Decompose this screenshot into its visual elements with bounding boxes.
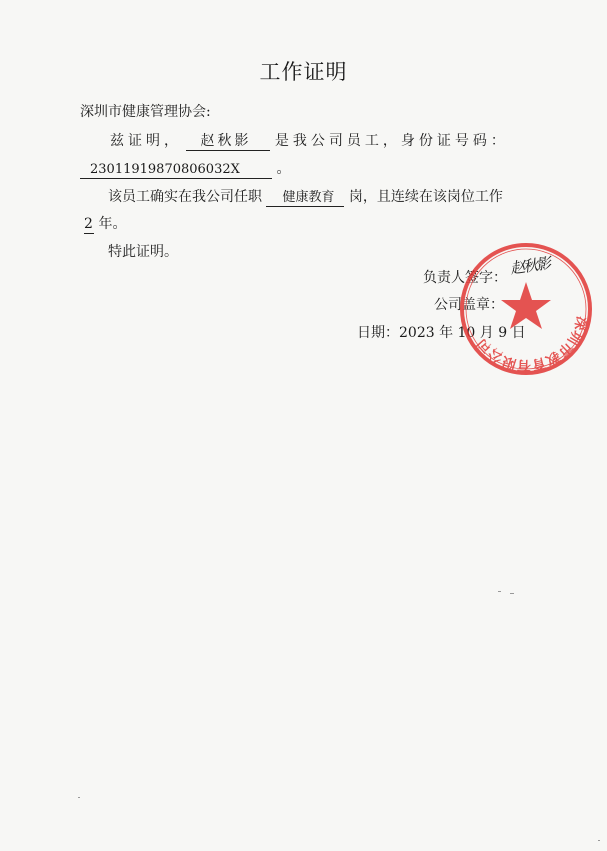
id-number-field: 23011919870806032X — [80, 161, 272, 179]
certify-prefix: 兹证明， — [110, 133, 182, 149]
position-line — [108, 186, 503, 207]
seal-star-icon — [501, 282, 551, 329]
years-line — [84, 213, 126, 234]
signature-label: 负责人签字： — [423, 270, 507, 286]
recipient-line: 深圳市健康管理协会: — [80, 104, 211, 120]
scan-speck — [498, 591, 501, 592]
seal-text: 深圳市教育有限公司 — [473, 314, 590, 374]
position-middle: 岗，且连续在该岗位工作 — [348, 189, 503, 205]
years-field: 2 — [84, 216, 93, 232]
employee-name-field: 赵秋影 — [186, 133, 270, 151]
id-line — [80, 158, 290, 179]
scan-speck — [510, 593, 514, 594]
document-title: 工作证明 — [259, 60, 348, 84]
position-prefix: 该员工确实在我公司任职 — [108, 189, 262, 205]
seal-label: 公司盖章： — [434, 297, 504, 313]
handwritten-signature: 赵秋影 — [509, 254, 551, 278]
position-field: 健康教育 — [266, 189, 344, 207]
years-suffix: 年。 — [98, 216, 127, 232]
closing-line: 特此证明。 — [108, 244, 178, 260]
date-line: 日期：2023 年 10 月 9 日 — [357, 325, 526, 341]
id-line-end: 。 — [276, 161, 291, 177]
scan-speck — [78, 797, 80, 798]
scan-speck — [598, 840, 600, 841]
certify-middle: 是我公司员工，身份证号码： — [274, 133, 509, 149]
certify-line — [110, 130, 509, 151]
